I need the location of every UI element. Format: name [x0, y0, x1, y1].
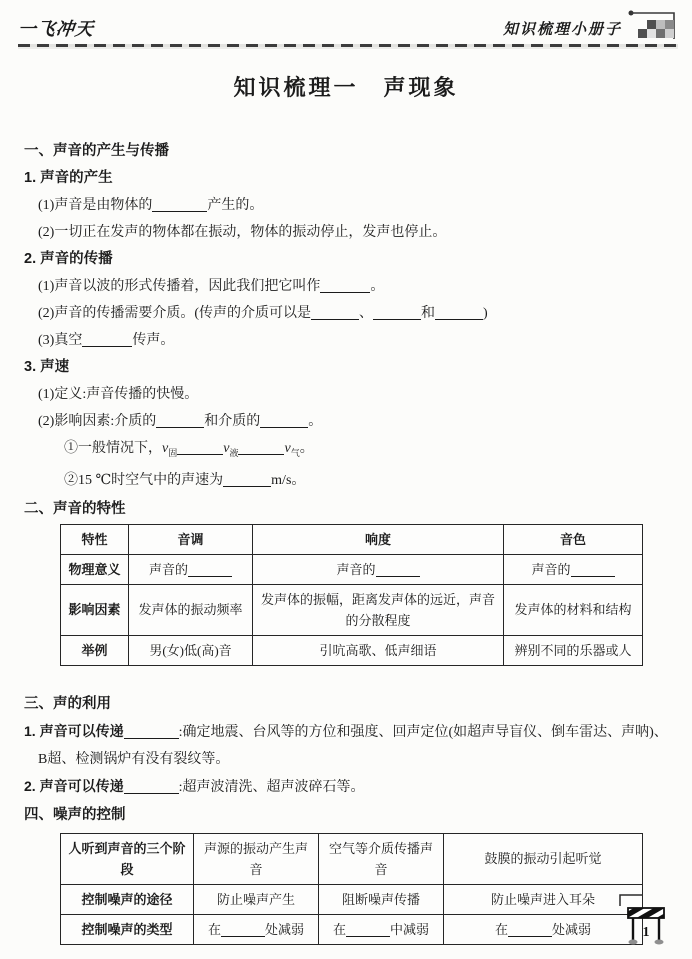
barrier-icon	[618, 894, 670, 948]
text-run: ②15 ℃时空气中的声速为	[64, 472, 224, 488]
velocity-symbol: v	[284, 441, 291, 456]
fill-blank	[177, 440, 223, 455]
paragraph	[24, 273, 662, 300]
text-run: 声音的	[148, 561, 188, 577]
fill-blank	[238, 440, 284, 455]
paragraph: (2)一切正在发声的物体都在振动，物体的振动停止，发声也停止。	[38, 225, 447, 240]
fill-blank	[346, 922, 390, 937]
subscript-solid: 固	[168, 447, 178, 458]
page-number: 1	[642, 925, 650, 940]
table-row	[61, 833, 643, 884]
cell: 防止噪声产生	[194, 884, 319, 914]
subscript-gas: 气	[290, 447, 300, 458]
cell: 引吭高歌、低声细语	[253, 635, 504, 665]
velocity-symbol: v	[223, 441, 230, 456]
header-right	[503, 9, 678, 41]
item2-heading: 2. 声音的传播	[24, 251, 113, 267]
text-run: :确定地震、台风等的方位和强度、回声定位(如超声导盲仪、倒车雷达、声呐)、B超、检测锅炉有没有裂纹等。	[38, 724, 668, 767]
table-row	[61, 554, 643, 584]
fill-blank	[124, 724, 179, 739]
text-run: 。	[370, 279, 385, 294]
fill-blank	[152, 197, 207, 212]
cell: 阻断噪声传播	[319, 884, 444, 914]
row-label: 举例	[61, 635, 129, 665]
fill-blank	[320, 278, 370, 293]
table-row	[61, 884, 643, 914]
cell	[129, 554, 253, 584]
fill-blank	[571, 562, 615, 577]
page-body	[0, 138, 692, 945]
row-label: 控制噪声的类型	[61, 914, 194, 944]
table-row	[61, 914, 643, 944]
brand-logo: 一飞冲天	[16, 19, 95, 39]
text-run: :超声波清洗、超声波碎石等。	[178, 779, 365, 795]
paragraph: (1)定义:声音传播的快慢。	[38, 387, 199, 402]
cell: 空气等介质传播声音	[319, 833, 444, 884]
page-number-marker	[618, 894, 670, 953]
row-label: 人听到声音的三个阶段	[61, 833, 194, 884]
text-run: 产生的。	[207, 198, 264, 213]
text-run: ①一般情况下，	[64, 441, 162, 456]
fill-blank	[260, 413, 308, 428]
fill-blank	[373, 305, 421, 320]
cell: 辨别不同的乐器或人	[504, 635, 643, 665]
text-run: 1. 声音可以传递	[24, 722, 124, 739]
text-run: (2)影响因素:介质的	[38, 414, 157, 429]
fill-blank	[376, 562, 420, 577]
cell: 鼓膜的振动引起听觉	[444, 833, 643, 884]
table-row	[61, 635, 643, 665]
col-header: 音色	[504, 524, 643, 554]
velocity-symbol: v	[162, 441, 169, 456]
section4-heading: 四、噪声的控制	[24, 806, 126, 823]
fill-blank	[435, 305, 483, 320]
text-run: 和	[421, 306, 435, 321]
text-run: (2)声音的传播需要介质。(传声的介质可以是	[38, 306, 311, 321]
cell: 发声体的振幅，距离发声体的远近，声音的分散程度	[253, 584, 504, 635]
text-run: 在	[207, 921, 221, 937]
subscript-liquid: 液	[229, 447, 239, 458]
col-header: 特性	[61, 524, 129, 554]
text-run: 在	[332, 921, 346, 937]
fill-blank	[311, 305, 359, 320]
text-run: 中减弱	[390, 921, 430, 937]
text-run: 声音的	[531, 561, 571, 577]
fill-blank	[188, 562, 232, 577]
table-header-row	[61, 524, 643, 554]
text-run: 。	[308, 414, 323, 429]
text-run: 声音的	[336, 561, 376, 577]
paragraph	[24, 773, 662, 801]
text-run: 2. 声音可以传递	[24, 777, 124, 794]
page-title: 知识梳理一 声现象	[233, 75, 459, 100]
cell	[444, 914, 643, 944]
paragraph	[24, 467, 662, 494]
text-run: 和介质的	[204, 414, 261, 429]
item3-heading: 3. 声速	[24, 359, 70, 375]
paragraph	[24, 718, 670, 773]
item1-heading: 1. 声音的产生	[24, 170, 113, 186]
cell	[504, 554, 643, 584]
text-run: (1)声音是由物体的	[38, 198, 153, 213]
text-run: 。	[299, 441, 314, 456]
section1-heading: 一、声音的产生与传播	[24, 143, 169, 159]
col-header: 音调	[129, 524, 253, 554]
col-header: 响度	[253, 524, 504, 554]
booklet-title: 知识梳理小册子	[502, 22, 622, 38]
table-row	[61, 584, 643, 635]
text-run: 处减弱	[552, 921, 592, 937]
row-label: 控制噪声的途径	[61, 884, 194, 914]
noise-control-table	[60, 833, 643, 945]
cell	[253, 554, 504, 584]
text-run: (3)真空	[38, 333, 83, 348]
page-header	[0, 0, 692, 41]
cell: 发声体的材料和结构	[504, 584, 643, 635]
cell	[319, 914, 444, 944]
fill-blank	[156, 413, 204, 428]
row-label: 物理意义	[61, 554, 129, 584]
paragraph	[24, 300, 662, 327]
text-run: 、	[359, 306, 373, 321]
paragraph	[24, 435, 662, 467]
fill-blank	[508, 922, 552, 937]
section3-heading: 三、声的利用	[24, 695, 111, 712]
text-run: 在	[494, 921, 508, 937]
cell: 声源的振动产生声音	[194, 833, 319, 884]
sound-characteristics-table	[60, 524, 643, 666]
paragraph	[24, 192, 662, 219]
row-label: 影响因素	[61, 584, 129, 635]
cell: 防止噪声进入耳朵	[444, 884, 643, 914]
cell: 男(女)低(高)音	[129, 635, 253, 665]
cell	[194, 914, 319, 944]
text-run: (1)声音以波的形式传播着，因此我们把它叫作	[38, 279, 321, 294]
section2-heading: 二、声音的特性	[24, 500, 126, 517]
fill-blank	[223, 472, 271, 487]
text-run: )	[483, 306, 488, 321]
paragraph	[24, 327, 662, 354]
text-run: 传声。	[132, 333, 175, 348]
fill-blank	[221, 922, 265, 937]
fill-blank	[82, 332, 132, 347]
cell: 发声体的振动频率	[129, 584, 253, 635]
fill-blank	[124, 779, 179, 794]
checkered-flag-icon	[628, 9, 678, 41]
paragraph	[24, 408, 662, 435]
text-run: 处减弱	[265, 921, 305, 937]
text-run: m/s。	[271, 472, 306, 488]
dashed-divider	[18, 44, 678, 49]
